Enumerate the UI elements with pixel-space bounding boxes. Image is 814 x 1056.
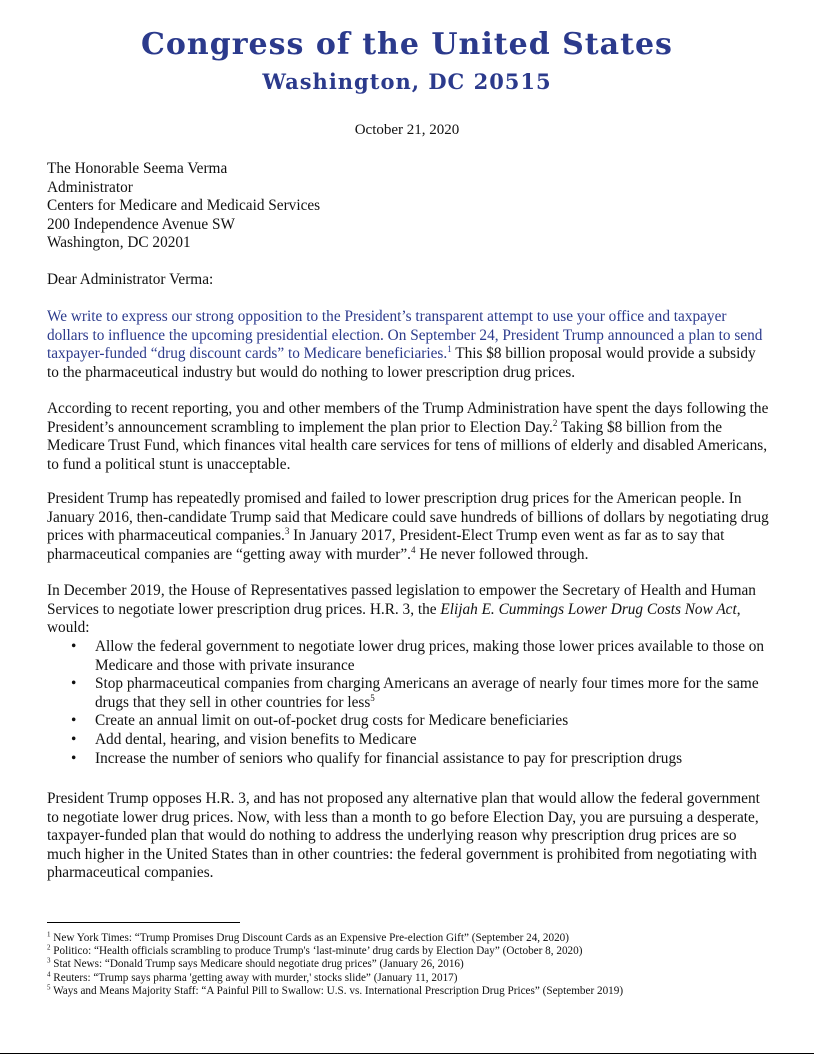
letterhead-address: Washington, DC 20515 xyxy=(262,69,552,94)
paragraph-1: We write to express our strong opposition to the President’s transparent attempt to use your office and taxpayer dollars to influence the upcoming presidential election. On September 24, President Trump announced a plan to send taxpayer-funded “drug discount cards” to Medicare beneficiaries.$^1$ This $8 billion proposal would provide a subsidy to the pharmaceutical industry but would do nothing to lower prescription drug prices. xyxy=(47,308,763,381)
salutation: Dear Administrator Verma: xyxy=(47,271,214,288)
bullet-item: • Increase the number of seniors who qualify for financial assistance to pay for prescription drugs xyxy=(71,749,683,767)
letterhead xyxy=(0,26,814,96)
recipient-address xyxy=(47,160,769,253)
bullet-list xyxy=(47,638,769,768)
address-line: Administrator xyxy=(47,178,133,196)
footnote-ref: 3 xyxy=(284,526,290,537)
footnote-divider xyxy=(47,922,240,923)
footnote: $^1$ New York Times: “Trump Promises Drug Discount Cards as an Expensive Pre-election Gift” (September 24, 2020) xyxy=(47,930,570,944)
footnote: $^5$ Ways and Means Majority Staff: “A Painful Pill to Swallow: U.S. vs. International Prescription Drug Prices” (September 2019) xyxy=(47,983,624,997)
letter-date: October 21, 2020 xyxy=(354,122,460,138)
paragraph-2: According to recent reporting, you and other members of the Trump Administration have spent the days following the President’s announcement scrambling to implement the plan prior to Election Day.$^2$ Taking $8 billion from the Medicare Trust Fund, which finances vital health care services for tens of millions of elderly and disabled Americans, to fund a political stunt is unacceptable. xyxy=(47,400,769,473)
paragraph-3: President Trump has repeatedly promised and failed to lower prescription drug prices for the American people. In January 2016, then-candidate Trump said that Medicare could save hundreds of billions of dollars by negotiating drug prices with pharmaceutical companies.$^3$ In January 2017, President-Elect Trump even went as far as to say that pharmaceutical companies are “getting away with murder”.$^4$ He never followed through. xyxy=(47,490,769,563)
address-line: The Honorable Seema Verma xyxy=(47,160,228,177)
footnote-ref: 4 xyxy=(411,544,416,555)
footnote: $^2$ Politico: “Health officials scrambling to produce Trump's ‘last-minute’ drug cards by Election Day” (October 8, 2020) xyxy=(47,943,583,958)
footnote-ref: 5 xyxy=(370,692,375,703)
paragraph-4: In December 2019, the House of Representatives passed legislation to empower the Secretary of Health and Human Services to negotiate lower prescription drug prices. H.R. 3, the Elijah E. Cummings Lower Drug Costs Now Act, would: xyxy=(47,582,756,637)
page-edge xyxy=(0,1053,814,1054)
bullet-dot: • xyxy=(71,638,77,655)
bullet-dot: • xyxy=(71,749,77,767)
bullet-item: • Add dental, hearing, and vision benefits to Medicare xyxy=(71,730,417,748)
act-title: Elijah E. Cummings Lower Drug Costs Now Act xyxy=(440,600,737,618)
bullet-dot: • xyxy=(71,712,77,730)
footnote: $^3$ Stat News: “Donald Trump says Medicare should negotiate drug prices” (January 26, 2016) xyxy=(47,956,464,971)
bullet-dot: • xyxy=(71,675,77,693)
footnote-ref: 2 xyxy=(552,417,558,428)
footnotes xyxy=(47,932,787,998)
bullet-dot: • xyxy=(71,730,77,748)
footnote: $^4$ Reuters: “Trump says pharma 'getting away with murder,' stocks slide” (January 11, 2017) xyxy=(47,969,458,984)
address-line: 200 Independence Avenue SW xyxy=(47,215,235,233)
footnote-ref: 1 xyxy=(447,344,452,355)
bullet-item: • Allow the federal government to negotiate lower drug prices, making those lower prices available to those on Medicare and those with private insurance xyxy=(71,638,765,674)
address-line: Washington, DC 20201 xyxy=(47,234,191,252)
address-line: Centers for Medicare and Medicaid Services xyxy=(47,197,321,215)
bullet-item: • Create an annual limit on out-of-pocket drug costs for Medicare beneficiaries xyxy=(71,712,569,730)
paragraph-5: President Trump opposes H.R. 3, and has not proposed any alternative plan that would allow the federal government to negotiate lower drug prices. Now, with less than a month to go before Election Day, you are pursuing a desperate, taxpayer-funded plan that would do nothing to address the underlying reason why prescription drug prices are so much higher in the United States than in other countries: the federal government is prohibited from negotiating with pharmaceutical companies. xyxy=(47,790,760,882)
letterhead-title: Congress of the United States xyxy=(141,27,673,62)
bullet-item: • Stop pharmaceutical companies from charging Americans an average of nearly four times more for the same drugs that they sell in other countries for less$^5$ xyxy=(71,675,759,711)
